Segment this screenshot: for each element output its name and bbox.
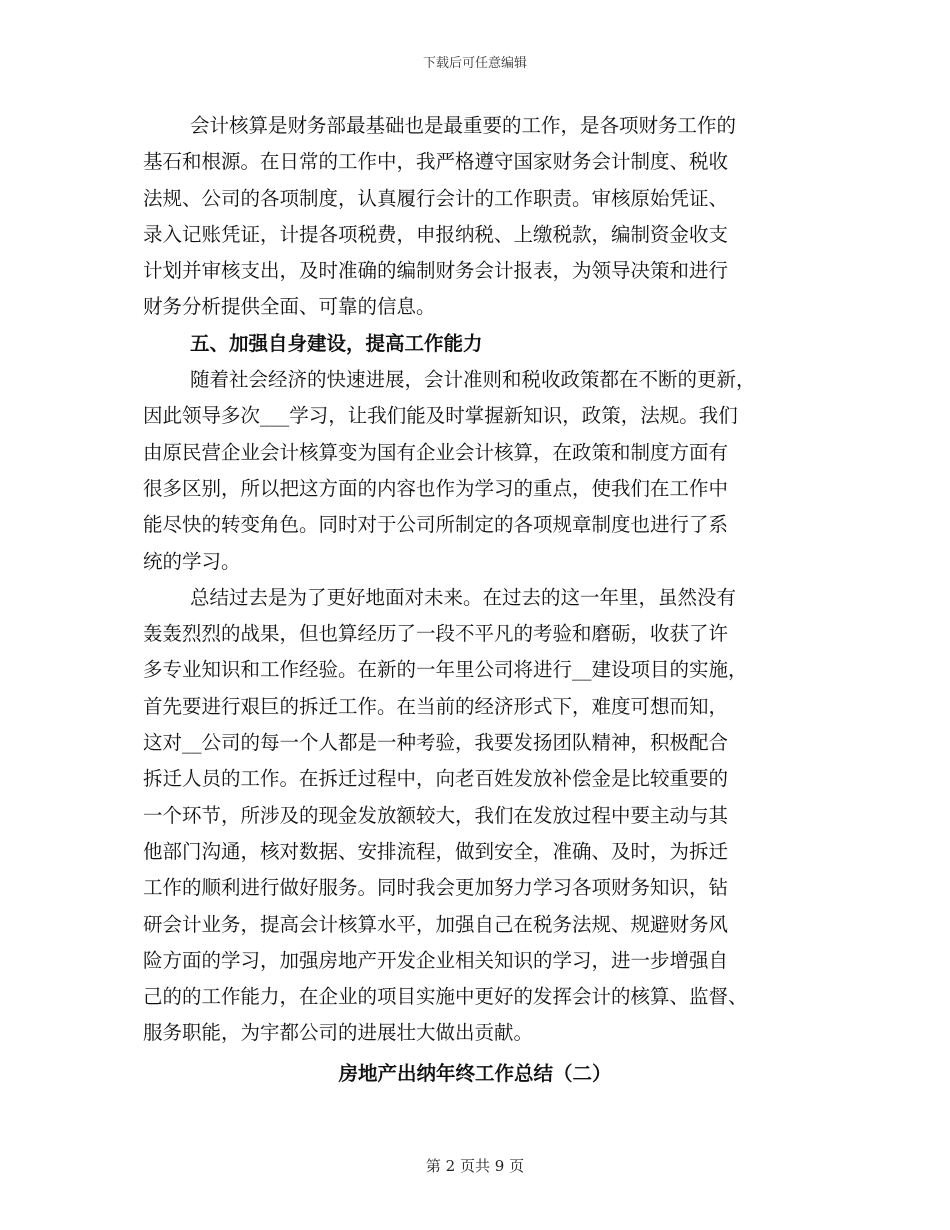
paragraph-line: 拆迁人员的工作。在拆迁过程中，向老百姓发放补偿金是比较重要的 bbox=[143, 767, 729, 791]
page-header-note: 下载后可任意编辑 bbox=[422, 56, 527, 71]
paragraph-line: 己的的工作能力，在企业的项目实施中更好的发挥会计的核算、监督、 bbox=[143, 985, 748, 1009]
paragraph-line: 统的学习。 bbox=[143, 549, 241, 573]
paragraph-line: 财务分析提供全面、可靠的信息。 bbox=[143, 295, 436, 319]
paragraph-line: 工作的顺利进行做好服务。同时我会更加努力学习各项财务知识，钻 bbox=[143, 876, 729, 900]
paragraph-line: 他部门沟通，核对数据、安排流程，做到安全，准确、及时，为拆迁 bbox=[143, 839, 729, 863]
paragraph-line: 总结过去是为了更好地面对未来。在过去的这一年里，虽然没有 bbox=[190, 585, 737, 609]
paragraph-line: 研会计业务，提高会计核算水平，加强自己在税务法规、规避财务风 bbox=[143, 912, 729, 936]
paragraph-line: 计划并审核支出，及时准确的编制财务会计报表，为领导决策和进行 bbox=[143, 259, 729, 283]
paragraph-line: 法规、公司的各项制度，认真履行会计的工作职责。审核原始凭证、 bbox=[143, 186, 729, 210]
paragraph-line: 录入记账凭证，计提各项税费，申报纳税、上缴税款，编制资金收支 bbox=[143, 222, 729, 246]
paragraph-line: 服务职能，为宇都公司的进展壮大做出贡献。 bbox=[143, 1021, 534, 1045]
next-document-title: 房地产出纳年终工作总结（二） bbox=[338, 1061, 612, 1085]
paragraph-line: 轰轰烈烈的战果，但也算经历了一段不平凡的考验和磨砺，收获了许 bbox=[143, 622, 729, 646]
paragraph-line: 随着社会经济的快速进展，会计准则和税收政策都在不断的更新， bbox=[190, 368, 756, 392]
paragraph-line: 很多区别，所以把这方面的内容也作为学习的重点，使我们在工作中 bbox=[143, 476, 729, 500]
paragraph-line: 由原民营企业会计核算变为国有企业会计核算，在政策和制度方面有 bbox=[143, 440, 729, 464]
paragraph-line: 险方面的学习，加强房地产开发企业相关知识的学习，进一步增强自 bbox=[143, 948, 729, 972]
paragraph-line: 一个环节，所涉及的现金发放额较大，我们在发放过程中要主动与其 bbox=[143, 803, 729, 827]
paragraph-line: 因此领导多次___学习，让我们能及时掌握新知识，政策，法规。我们 bbox=[143, 404, 738, 428]
paragraph-line: 会计核算是财务部最基础也是最重要的工作，是各项财务工作的 bbox=[190, 114, 737, 137]
paragraph-line: 首先要进行艰巨的拆迁工作。在当前的经济形式下，难度可想而知， bbox=[143, 694, 729, 718]
paragraph-line: 能尽快的转变角色。同时对于公司所制定的各项规章制度也进行了系 bbox=[143, 513, 729, 537]
document-body bbox=[143, 108, 808, 1092]
page-number: 第 2 页共 9 页 bbox=[425, 1157, 525, 1175]
paragraph-line: 这对__公司的每一个人都是一种考验，我要发扬团队精神，积极配合 bbox=[143, 731, 729, 755]
section-heading: 五、加强自身建设，提高工作能力 bbox=[190, 331, 483, 355]
paragraph-line: 基石和根源。在日常的工作中，我严格遵守国家财务会计制度、税收 bbox=[143, 150, 729, 174]
paragraph-line: 多专业知识和工作经验。在新的一年里公司将进行__建设项目的实施， bbox=[143, 658, 748, 682]
